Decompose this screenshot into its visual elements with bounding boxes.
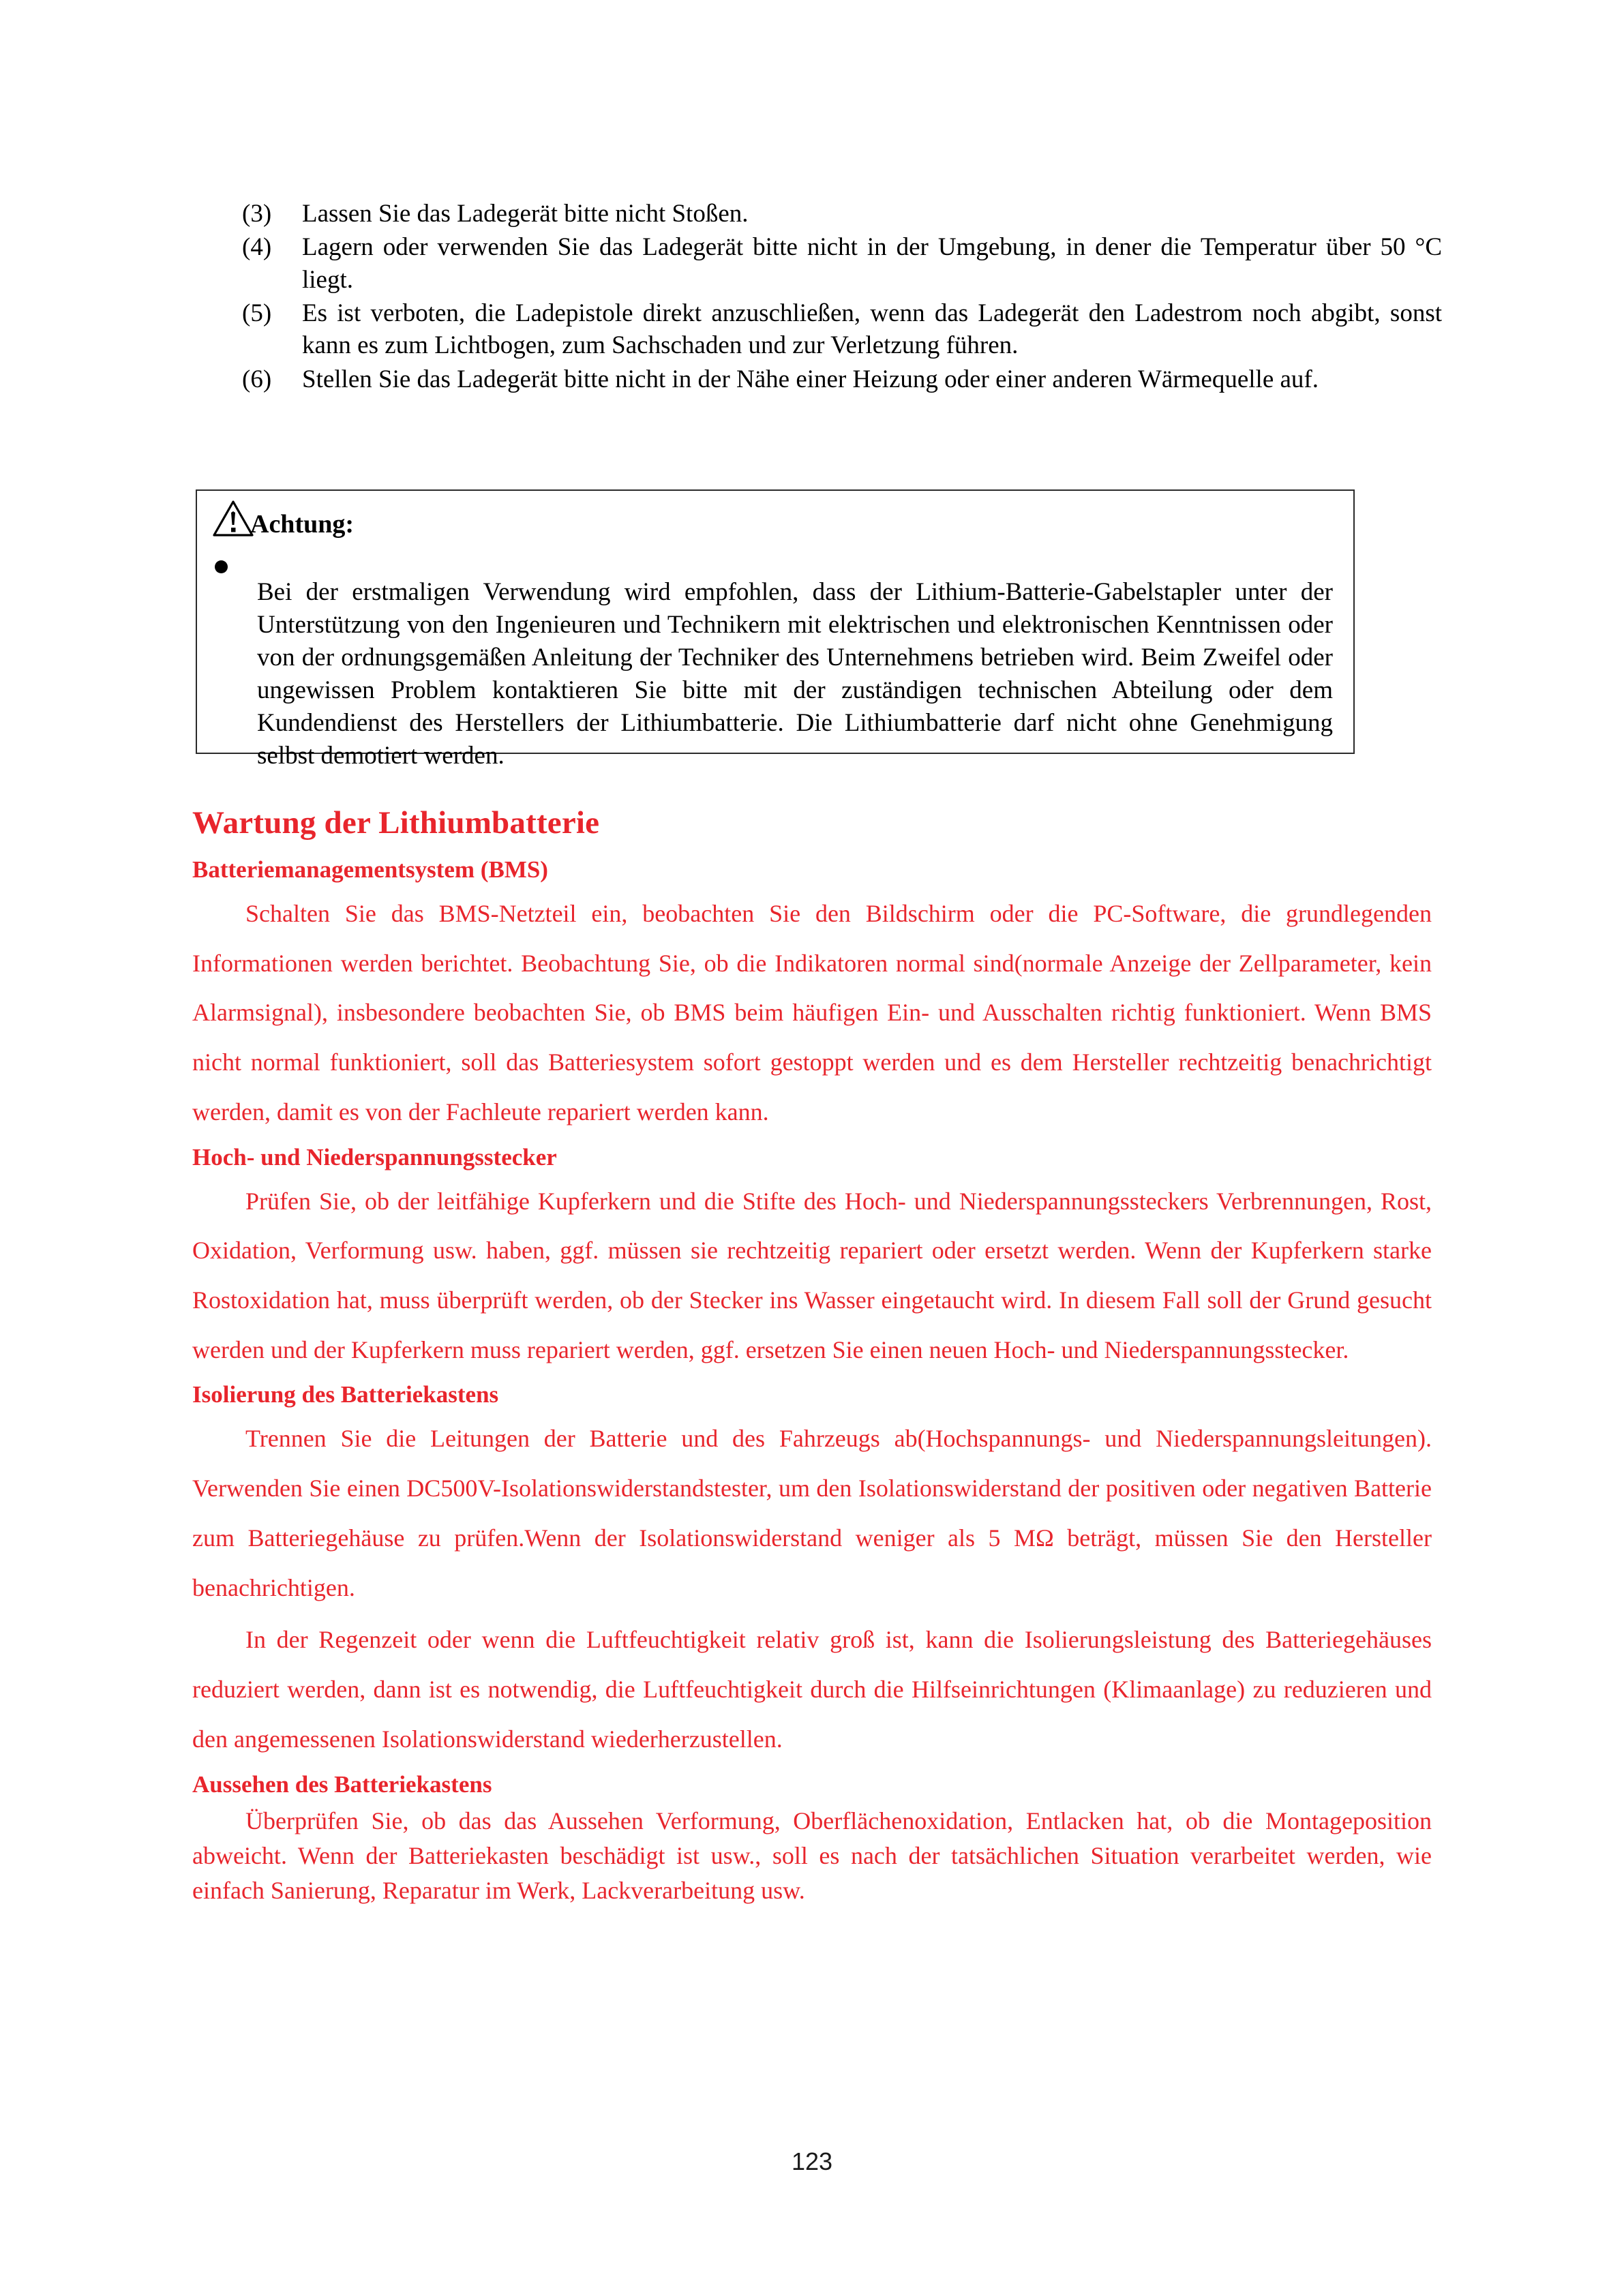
safety-numbered-list — [242, 198, 1442, 397]
list-item-marker: (5) — [242, 299, 272, 328]
maintenance-section — [192, 804, 1432, 1912]
warning-box-paragraph: Bei der erstmaligen Verwendung wird empfohlen, dass der Lithium-Batterie-Gabelstapler unter der Unterstützung von den Ingenieuren und Technikern mit elektrischen und elektronischen Kenntnissen oder von der ordnungsgemäßen Anleitung der Techniker des Unternehmens betrieben wird. Beim Zweifel oder ungewissen Problem kontaktieren Sie bitte mit der zuständigen technischen Abteilung oder dem Kundendienst des Herstellers der Lithiumbatterie. Die Lithiumbatterie darf nicht ohne Genehmigung selbst demotiert werden. — [257, 578, 1333, 770]
subsection-paragraph-insulation-1: Trennen Sie die Leitungen der Batterie und des Fahrzeugs ab(Hochspannungs- und Niederspannungsleitungen). Verwenden Sie einen DC500V-Isolationswiderstandstester, um den Isolationswiderstand der positiven oder negativen Batterie zum Batteriegehäuse zu prüfen.Wenn der Isolationswiderstand weniger als 5 MΩ beträgt, müssen Sie den Hersteller benachrichtigen. — [192, 1425, 1432, 1601]
list-item-text: Lassen Sie das Ladegerät bitte nicht Stoßen. — [302, 200, 749, 228]
list-item-marker: (3) — [242, 200, 272, 228]
list-item-text: Stellen Sie das Ladegerät bitte nicht in der Nähe einer Heizung oder einer anderen Wärmequelle auf. — [302, 365, 1319, 393]
warning-box — [196, 489, 1355, 770]
list-item — [242, 198, 1442, 230]
warning-triangle-icon — [212, 499, 254, 539]
subsection-heading-connectors: Hoch- und Niederspannungsstecker — [192, 1143, 557, 1170]
subsection-heading-insulation: Isolierung des Batteriekastens — [192, 1381, 499, 1408]
subsection-paragraph-insulation-2: In der Regenzeit oder wenn die Luftfeuchtigkeit relativ groß ist, kann die Isolierungsleistung des Batteriegehäuses reduziert werden, dann ist es notwendig, die Luftfeuchtigkeit durch die Hilfseinrichtungen (Klimaanlage) zu reduzieren und den angemessenen Isolationswiderstand wiederherzustellen. — [192, 1626, 1432, 1753]
list-item — [242, 231, 1442, 296]
page-number: 123 — [791, 2147, 833, 2175]
subsection-heading-bms: Batteriemanagementsystem (BMS) — [192, 856, 548, 883]
warning-box-header — [212, 499, 354, 539]
page-title: Wartung der Lithiumbatterie — [192, 805, 600, 841]
list-item — [242, 363, 1442, 395]
warning-box-body — [215, 551, 1333, 798]
warning-box-title: Achtung: — [250, 510, 355, 539]
subsection-heading-appearance: Aussehen des Batteriekastens — [192, 1770, 492, 1798]
list-item-text: Es ist verboten, die Ladepistole direkt anzuschließen, wenn das Ladegerät den Ladestrom noch abgibt, sonst kann es zum Lichtbogen, zum Sachschaden und zur Verletzung führen. — [302, 299, 1442, 360]
subsection-paragraph-bms: Schalten Sie das BMS-Netzteil ein, beobachten Sie den Bildschirm oder die PC-Software, die grundlegenden Informationen werden berichtet. Beobachtung Sie, ob die Indikatoren normal sind(normale Anzeige der Zellparameter, kein Alarmsignal), insbesondere beobachten Sie, ob BMS beim häufigen Ein- und Ausschalten richtig funktioniert. Wenn BMS nicht normal funktioniert, soll das Batteriesystem sofort gestoppt werden und es dem Hersteller rechtzeitig benachrichtigt werden, damit es von der Fachleute repariert werden kann. — [192, 900, 1432, 1126]
list-item-marker: (4) — [242, 233, 272, 262]
list-item — [242, 297, 1442, 362]
subsection-paragraph-appearance: Überprüfen Sie, ob das das Aussehen Verformung, Oberflächenoxidation, Entlacken hat, ob die Montageposition abweicht. Wenn der Batteriekasten beschädigt ist usw., soll es nach der tatsächlichen Situation verarbeitet werden, wie einfach Sanierung, Reparatur im Werk, Lackverarbeitung usw. — [192, 1807, 1432, 1905]
list-item-marker: (6) — [242, 365, 272, 393]
subsection-paragraph-connectors: Prüfen Sie, ob der leitfähige Kupferkern und die Stifte des Hoch- und Niederspannungssteckers Verbrennungen, Rost, Oxidation, Verformung usw. haben, ggf. müssen sie rechtzeitig repariert oder ersetzt werden. Wenn der Kupferkern starke Rostoxidation hat, muss überprüft werden, ob der Stecker ins Wasser eingetaucht wird. In diesem Fall soll der Grund gesucht werden und der Kupferkern muss repariert werden, ggf. ersetzen Sie einen neuen Hoch- und Niederspannungsstecker. — [192, 1187, 1432, 1363]
list-item-text: Lagern oder verwenden Sie das Ladegerät bitte nicht in der Umgebung, in dener die Temperatur über 50 °C liegt. — [302, 233, 1442, 294]
bullet-icon — [215, 551, 257, 573]
